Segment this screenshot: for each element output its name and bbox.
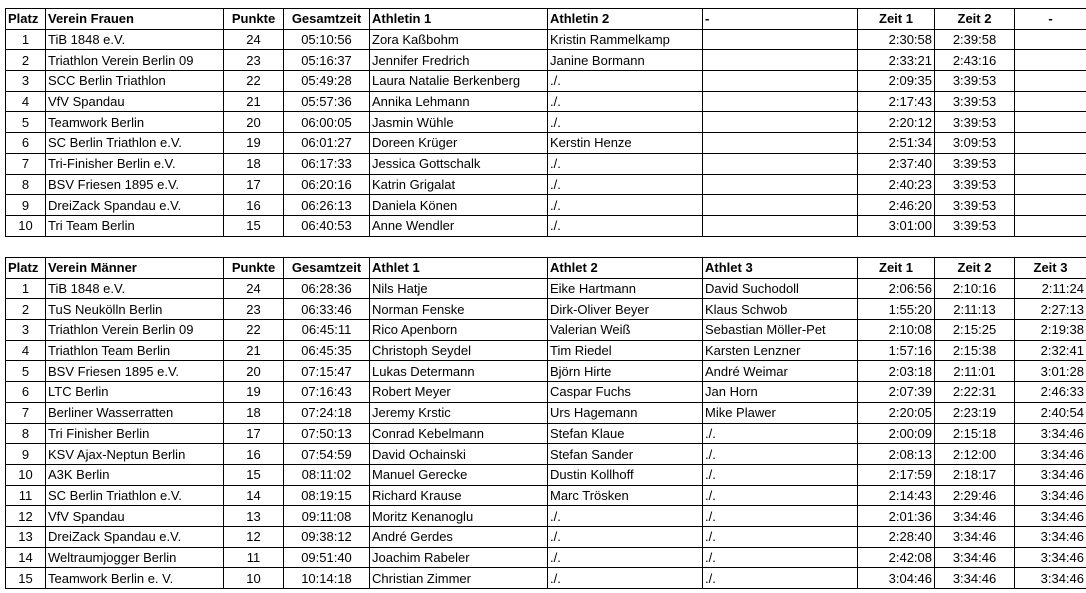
table-header-row [6,258,1086,279]
cell-zeit-1: 2:07:39 [858,382,935,403]
cell-zeit-2: 3:39:53 [935,91,1015,112]
cell-punkte: 15 [224,464,284,485]
table-row [6,174,1086,195]
cell-verein: SC Berlin Triathlon e.V. [46,133,224,154]
cell-athlet-1: Jessica Gottschalk [370,153,548,174]
cell-athlet-2: ./. [548,195,703,216]
cell-zeit-2: 2:43:16 [935,50,1015,71]
cell-zeit-2: 2:11:13 [935,299,1015,320]
cell-athlet-2: ./. [548,547,703,568]
cell-zeit-2: 2:11:01 [935,361,1015,382]
cell-verein: DreiZack Spandau e.V. [46,526,224,547]
cell-athlet-3: Karsten Lenzner [703,340,858,361]
table-row [6,485,1086,506]
cell-athlet-3 [703,50,858,71]
cell-platz: 6 [6,382,46,403]
cell-punkte: 10 [224,568,284,589]
cell-zeit-2: 2:15:18 [935,423,1015,444]
header-gesamtzeit: Gesamtzeit [284,258,370,279]
cell-zeit-1: 3:04:46 [858,568,935,589]
cell-verein: Teamwork Berlin e. V. [46,568,224,589]
cell-platz: 7 [6,153,46,174]
cell-platz: 9 [6,195,46,216]
cell-zeit-1: 2:42:08 [858,547,935,568]
cell-zeit-3: 3:34:46 [1015,568,1086,589]
cell-zeit-2: 2:12:00 [935,444,1015,465]
cell-verein: BSV Friesen 1895 e.V. [46,361,224,382]
cell-platz: 9 [6,444,46,465]
cell-punkte: 17 [224,423,284,444]
cell-verein: VfV Spandau [46,506,224,527]
cell-athlet-3 [703,71,858,92]
table-row [6,29,1086,50]
cell-zeit-3: 2:46:33 [1015,382,1086,403]
cell-verein: Triathlon Verein Berlin 09 [46,320,224,341]
cell-gesamtzeit: 05:10:56 [284,29,370,50]
table-row [6,340,1086,361]
cell-athlet-3: Sebastian Möller-Pet [703,320,858,341]
cell-zeit-3: 3:34:46 [1015,547,1086,568]
cell-platz: 3 [6,320,46,341]
cell-athlet-2: ./. [548,91,703,112]
cell-gesamtzeit: 06:17:33 [284,153,370,174]
cell-athlet-1: Joachim Rabeler [370,547,548,568]
table-row [6,153,1086,174]
cell-verein: Berliner Wasserratten [46,402,224,423]
cell-gesamtzeit: 07:24:18 [284,402,370,423]
cell-athlet-2: Valerian Weiß [548,320,703,341]
cell-athlet-2: Dustin Kollhoff [548,464,703,485]
cell-zeit-3: 3:01:28 [1015,361,1086,382]
cell-zeit-3: 3:34:46 [1015,485,1086,506]
cell-platz: 13 [6,526,46,547]
cell-punkte: 24 [224,278,284,299]
cell-verein: TuS Neukölln Berlin [46,299,224,320]
cell-platz: 8 [6,174,46,195]
cell-gesamtzeit: 06:00:05 [284,112,370,133]
table-row [6,91,1086,112]
cell-platz: 6 [6,133,46,154]
cell-zeit-3 [1015,195,1086,216]
header-platz: Platz [6,9,46,30]
cell-gesamtzeit: 07:50:13 [284,423,370,444]
cell-athlet-3 [703,29,858,50]
table-row [6,382,1086,403]
cell-zeit-1: 2:30:58 [858,29,935,50]
cell-athlet-2: Dirk-Oliver Beyer [548,299,703,320]
cell-athlet-1: Daniela Könen [370,195,548,216]
cell-athlet-2: ./. [548,506,703,527]
cell-gesamtzeit: 06:26:13 [284,195,370,216]
cell-zeit-1: 2:20:12 [858,112,935,133]
cell-zeit-1: 2:28:40 [858,526,935,547]
cell-athlet-1: Anne Wendler [370,215,548,236]
cell-platz: 4 [6,91,46,112]
table-row [6,50,1086,71]
cell-punkte: 14 [224,485,284,506]
header-athlet-2: Athlet 2 [548,258,703,279]
cell-zeit-2: 2:10:16 [935,278,1015,299]
cell-athlet-1: Jennifer Fredrich [370,50,548,71]
cell-zeit-3: 2:11:24 [1015,278,1086,299]
cell-zeit-3: 3:34:46 [1015,444,1086,465]
cell-punkte: 21 [224,340,284,361]
cell-verein: Tri-Finisher Berlin e.V. [46,153,224,174]
cell-athlet-2: Björn Hirte [548,361,703,382]
table-row [6,506,1086,527]
cell-zeit-3 [1015,112,1086,133]
cell-verein: DreiZack Spandau e.V. [46,195,224,216]
table-row [6,278,1086,299]
cell-platz: 5 [6,361,46,382]
cell-zeit-3 [1015,91,1086,112]
cell-gesamtzeit: 06:45:11 [284,320,370,341]
cell-platz: 5 [6,112,46,133]
header-zeit-3: - [1015,9,1086,30]
cell-punkte: 23 [224,50,284,71]
cell-gesamtzeit: 07:15:47 [284,361,370,382]
cell-platz: 1 [6,278,46,299]
cell-athlet-1: Robert Meyer [370,382,548,403]
men-results-table [5,257,1086,589]
cell-verein: TiB 1848 e.V. [46,29,224,50]
cell-zeit-1: 2:33:21 [858,50,935,71]
cell-athlet-1: Moritz Kenanoglu [370,506,548,527]
table-row [6,320,1086,341]
cell-athlet-3: Jan Horn [703,382,858,403]
cell-zeit-1: 2:17:59 [858,464,935,485]
women-results-table [5,8,1086,237]
header-zeit-2: Zeit 2 [935,258,1015,279]
cell-gesamtzeit: 06:28:36 [284,278,370,299]
cell-zeit-2: 3:39:53 [935,71,1015,92]
cell-athlet-2: Eike Hartmann [548,278,703,299]
cell-platz: 10 [6,464,46,485]
cell-athlet-2: ./. [548,153,703,174]
header-athlet-3: Athlet 3 [703,258,858,279]
cell-platz: 12 [6,506,46,527]
cell-verein: BSV Friesen 1895 e.V. [46,174,224,195]
cell-gesamtzeit: 06:45:35 [284,340,370,361]
cell-gesamtzeit: 05:57:36 [284,91,370,112]
cell-verein: VfV Spandau [46,91,224,112]
header-zeit-1: Zeit 1 [858,9,935,30]
cell-athlet-1: Manuel Gerecke [370,464,548,485]
cell-zeit-2: 3:09:53 [935,133,1015,154]
cell-zeit-1: 2:17:43 [858,91,935,112]
cell-zeit-2: 3:39:53 [935,215,1015,236]
cell-zeit-1: 1:57:16 [858,340,935,361]
header-platz: Platz [6,258,46,279]
cell-verein: SC Berlin Triathlon e.V. [46,485,224,506]
cell-zeit-2: 3:34:46 [935,506,1015,527]
cell-zeit-3: 2:32:41 [1015,340,1086,361]
cell-punkte: 17 [224,174,284,195]
cell-athlet-3 [703,215,858,236]
cell-athlet-2: ./. [548,568,703,589]
cell-athlet-2: Stefan Klaue [548,423,703,444]
cell-zeit-2: 3:34:46 [935,526,1015,547]
cell-platz: 8 [6,423,46,444]
cell-platz: 2 [6,299,46,320]
table-row [6,464,1086,485]
cell-athlet-1: Christian Zimmer [370,568,548,589]
cell-athlet-3 [703,133,858,154]
cell-platz: 7 [6,402,46,423]
cell-gesamtzeit: 06:33:46 [284,299,370,320]
cell-athlet-2: ./. [548,215,703,236]
cell-athlet-1: Christoph Seydel [370,340,548,361]
cell-punkte: 22 [224,71,284,92]
cell-athlet-2: ./. [548,71,703,92]
table-row [6,361,1086,382]
cell-zeit-3: 2:40:54 [1015,402,1086,423]
cell-athlet-2: Kerstin Henze [548,133,703,154]
cell-punkte: 22 [224,320,284,341]
cell-zeit-2: 3:39:53 [935,112,1015,133]
cell-verein: Weltraumjogger Berlin [46,547,224,568]
cell-verein: KSV Ajax-Neptun Berlin [46,444,224,465]
cell-athlet-1: Lukas Determann [370,361,548,382]
cell-platz: 1 [6,29,46,50]
cell-athlet-2: Janine Bormann [548,50,703,71]
table-row [6,444,1086,465]
cell-zeit-2: 3:39:53 [935,174,1015,195]
header-athlet-3: - [703,9,858,30]
cell-athlet-3: ./. [703,526,858,547]
cell-athlet-2: Tim Riedel [548,340,703,361]
header-verein: Verein Frauen [46,9,224,30]
cell-athlet-3: Klaus Schwob [703,299,858,320]
header-athlet-1: Athletin 1 [370,9,548,30]
header-punkte: Punkte [224,258,284,279]
cell-athlet-1: Nils Hatje [370,278,548,299]
cell-zeit-2: 2:15:25 [935,320,1015,341]
cell-punkte: 16 [224,195,284,216]
cell-athlet-1: Conrad Kebelmann [370,423,548,444]
cell-punkte: 11 [224,547,284,568]
cell-verein: Teamwork Berlin [46,112,224,133]
cell-gesamtzeit: 08:11:02 [284,464,370,485]
cell-verein: Tri Finisher Berlin [46,423,224,444]
cell-verein: Triathlon Verein Berlin 09 [46,50,224,71]
cell-zeit-2: 2:15:38 [935,340,1015,361]
cell-athlet-2: Marc Trösken [548,485,703,506]
cell-punkte: 20 [224,112,284,133]
table-row [6,568,1086,589]
cell-athlet-3: ./. [703,568,858,589]
cell-gesamtzeit: 09:11:08 [284,506,370,527]
cell-athlet-3: ./. [703,547,858,568]
cell-athlet-2: Urs Hagemann [548,402,703,423]
cell-athlet-1: Norman Fenske [370,299,548,320]
header-athlet-2: Athletin 2 [548,9,703,30]
cell-zeit-1: 2:20:05 [858,402,935,423]
cell-athlet-3: ./. [703,485,858,506]
cell-zeit-1: 2:46:20 [858,195,935,216]
cell-zeit-3: 3:34:46 [1015,423,1086,444]
cell-punkte: 18 [224,402,284,423]
cell-zeit-3: 2:19:38 [1015,320,1086,341]
cell-zeit-1: 2:09:35 [858,71,935,92]
cell-punkte: 21 [224,91,284,112]
cell-verein: Triathlon Team Berlin [46,340,224,361]
table-row [6,547,1086,568]
cell-platz: 4 [6,340,46,361]
cell-zeit-3 [1015,133,1086,154]
cell-zeit-2: 3:34:46 [935,568,1015,589]
cell-verein: TiB 1848 e.V. [46,278,224,299]
cell-athlet-3 [703,174,858,195]
cell-zeit-3 [1015,153,1086,174]
cell-gesamtzeit: 05:16:37 [284,50,370,71]
cell-platz: 14 [6,547,46,568]
cell-zeit-2: 2:23:19 [935,402,1015,423]
cell-athlet-1: Zora Kaßbohm [370,29,548,50]
cell-platz: 15 [6,568,46,589]
cell-zeit-1: 2:00:09 [858,423,935,444]
cell-athlet-2: Caspar Fuchs [548,382,703,403]
cell-gesamtzeit: 09:38:12 [284,526,370,547]
cell-athlet-2: Stefan Sander [548,444,703,465]
cell-zeit-1: 2:03:18 [858,361,935,382]
cell-platz: 11 [6,485,46,506]
cell-zeit-1: 2:08:13 [858,444,935,465]
header-athlet-1: Athlet 1 [370,258,548,279]
header-zeit-3: Zeit 3 [1015,258,1086,279]
cell-zeit-1: 2:01:36 [858,506,935,527]
cell-zeit-2: 3:39:53 [935,195,1015,216]
header-zeit-1: Zeit 1 [858,258,935,279]
cell-zeit-3 [1015,29,1086,50]
cell-zeit-1: 2:37:40 [858,153,935,174]
cell-punkte: 20 [224,361,284,382]
cell-athlet-3 [703,91,858,112]
cell-verein: SCC Berlin Triathlon [46,71,224,92]
cell-platz: 2 [6,50,46,71]
cell-zeit-2: 2:29:46 [935,485,1015,506]
cell-zeit-3: 3:34:46 [1015,526,1086,547]
cell-athlet-3: ./. [703,464,858,485]
cell-punkte: 12 [224,526,284,547]
cell-zeit-3: 2:27:13 [1015,299,1086,320]
cell-athlet-3 [703,153,858,174]
cell-zeit-3 [1015,215,1086,236]
cell-zeit-1: 2:51:34 [858,133,935,154]
cell-athlet-3 [703,195,858,216]
cell-athlet-1: David Ochainski [370,444,548,465]
cell-athlet-2: ./. [548,112,703,133]
cell-zeit-1: 2:10:08 [858,320,935,341]
cell-gesamtzeit: 10:14:18 [284,568,370,589]
cell-platz: 10 [6,215,46,236]
cell-zeit-3 [1015,174,1086,195]
cell-gesamtzeit: 07:16:43 [284,382,370,403]
cell-verein: A3K Berlin [46,464,224,485]
cell-athlet-3: André Weimar [703,361,858,382]
cell-athlet-3: ./. [703,444,858,465]
cell-zeit-2: 3:34:46 [935,547,1015,568]
cell-gesamtzeit: 09:51:40 [284,547,370,568]
header-punkte: Punkte [224,9,284,30]
cell-athlet-1: Laura Natalie Berkenberg [370,71,548,92]
cell-athlet-1: André Gerdes [370,526,548,547]
cell-zeit-1: 3:01:00 [858,215,935,236]
table-row [6,423,1086,444]
cell-platz: 3 [6,71,46,92]
cell-athlet-3: ./. [703,506,858,527]
cell-athlet-2: ./. [548,526,703,547]
cell-zeit-3 [1015,71,1086,92]
cell-athlet-1: Annika Lehmann [370,91,548,112]
cell-athlet-1: Jeremy Krstic [370,402,548,423]
cell-athlet-1: Rico Apenborn [370,320,548,341]
cell-gesamtzeit: 07:54:59 [284,444,370,465]
header-zeit-2: Zeit 2 [935,9,1015,30]
cell-punkte: 19 [224,382,284,403]
cell-gesamtzeit: 06:20:16 [284,174,370,195]
table-row [6,526,1086,547]
table-row [6,215,1086,236]
cell-zeit-3: 3:34:46 [1015,464,1086,485]
cell-punkte: 15 [224,215,284,236]
cell-athlet-3: David Suchodoll [703,278,858,299]
cell-punkte: 13 [224,506,284,527]
table-row [6,112,1086,133]
cell-athlet-3: Mike Plawer [703,402,858,423]
header-verein: Verein Männer [46,258,224,279]
cell-gesamtzeit: 08:19:15 [284,485,370,506]
cell-punkte: 18 [224,153,284,174]
cell-athlet-1: Doreen Krüger [370,133,548,154]
cell-zeit-2: 2:18:17 [935,464,1015,485]
cell-gesamtzeit: 06:40:53 [284,215,370,236]
cell-zeit-2: 3:39:53 [935,153,1015,174]
cell-verein: LTC Berlin [46,382,224,403]
cell-athlet-2: ./. [548,174,703,195]
cell-athlet-2: Kristin Rammelkamp [548,29,703,50]
cell-zeit-1: 2:06:56 [858,278,935,299]
table-row [6,195,1086,216]
table-row [6,402,1086,423]
header-gesamtzeit: Gesamtzeit [284,9,370,30]
cell-athlet-1: Jasmin Wühle [370,112,548,133]
cell-punkte: 24 [224,29,284,50]
cell-gesamtzeit: 05:49:28 [284,71,370,92]
cell-athlet-1: Richard Krause [370,485,548,506]
cell-verein: Tri Team Berlin [46,215,224,236]
cell-zeit-1: 2:40:23 [858,174,935,195]
table-header-row [6,9,1086,30]
cell-athlet-3 [703,112,858,133]
cell-zeit-1: 2:14:43 [858,485,935,506]
cell-athlet-1: Katrin Grigalat [370,174,548,195]
table-row [6,71,1086,92]
cell-punkte: 23 [224,299,284,320]
cell-punkte: 19 [224,133,284,154]
table-row [6,133,1086,154]
cell-zeit-2: 2:39:58 [935,29,1015,50]
cell-zeit-2: 2:22:31 [935,382,1015,403]
cell-zeit-3: 3:34:46 [1015,506,1086,527]
cell-zeit-1: 1:55:20 [858,299,935,320]
table-row [6,299,1086,320]
cell-gesamtzeit: 06:01:27 [284,133,370,154]
cell-punkte: 16 [224,444,284,465]
cell-athlet-3: ./. [703,423,858,444]
cell-zeit-3 [1015,50,1086,71]
